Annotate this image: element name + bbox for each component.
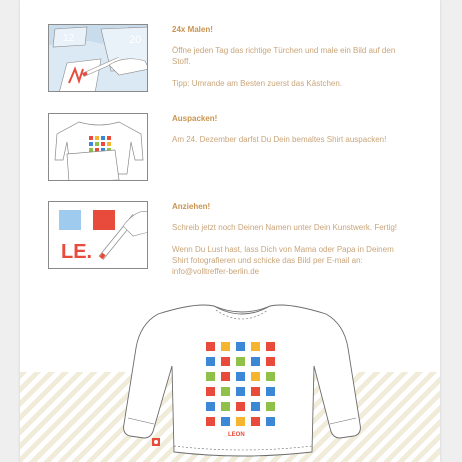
color-square — [251, 417, 260, 426]
color-square — [206, 417, 215, 426]
shirt-icon — [112, 300, 372, 462]
shirt-name-label: LEON — [228, 432, 245, 438]
color-square — [251, 402, 260, 411]
step-title: 24x Malen! — [172, 25, 213, 34]
step-paragraph: Schreib jetzt noch Deinen Namen unter Dein Kunstwerk. Fertig! — [172, 223, 397, 232]
color-square — [266, 372, 275, 381]
color-square — [206, 372, 215, 381]
color-square — [236, 372, 245, 381]
color-square — [236, 342, 245, 351]
step-paint-text — [172, 24, 412, 100]
color-square — [236, 402, 245, 411]
step-paragraph: Wenn Du Lust hast, lass Dich von Mama oder Papa in Deinem Shirt fotografieren und schicke das Bild per E-mail an: info@volltreffer-berlin.de — [172, 245, 394, 276]
color-square — [221, 417, 230, 426]
color-square — [221, 357, 230, 366]
step-paragraph: Tipp: Umrande am Besten zuerst das Kästchen. — [172, 79, 343, 88]
step-title: Anziehen! — [172, 202, 211, 211]
door-number-20: 20 — [129, 34, 142, 46]
color-square — [236, 387, 245, 396]
color-square — [266, 387, 275, 396]
color-square — [206, 402, 215, 411]
step-paragraph: Öffne jeden Tag das richtige Türchen und male ein Bild auf den Stoff. — [172, 46, 396, 66]
color-square — [221, 402, 230, 411]
write-name-icon — [49, 202, 148, 269]
name-sample: LE. — [61, 241, 93, 263]
door-number-12: 12 — [63, 33, 75, 44]
color-square — [236, 357, 245, 366]
color-square — [251, 372, 260, 381]
calendar-doors-icon — [49, 25, 148, 92]
color-square — [266, 402, 275, 411]
finished-shirt-illustration — [112, 300, 372, 462]
color-square — [221, 342, 230, 351]
color-square — [236, 417, 245, 426]
step-paragraph: Am 24. Dezember darfst Du Dein bemaltes Shirt auspacken! — [172, 135, 387, 144]
color-square — [251, 342, 260, 351]
shirt-in-box-icon — [49, 114, 148, 181]
color-square — [206, 387, 215, 396]
step-unpack-illustration — [48, 113, 148, 181]
color-square — [251, 387, 260, 396]
color-square — [221, 372, 230, 381]
color-square — [266, 357, 275, 366]
color-square — [266, 342, 275, 351]
step-title: Auspacken! — [172, 114, 218, 123]
color-square — [206, 357, 215, 366]
color-square — [266, 417, 275, 426]
step-unpack-text — [172, 113, 412, 156]
step-paint-illustration — [48, 24, 148, 92]
color-square — [251, 357, 260, 366]
step-wear-text — [172, 201, 412, 288]
color-square — [206, 342, 215, 351]
step-wear-illustration — [48, 201, 148, 269]
color-square — [221, 387, 230, 396]
